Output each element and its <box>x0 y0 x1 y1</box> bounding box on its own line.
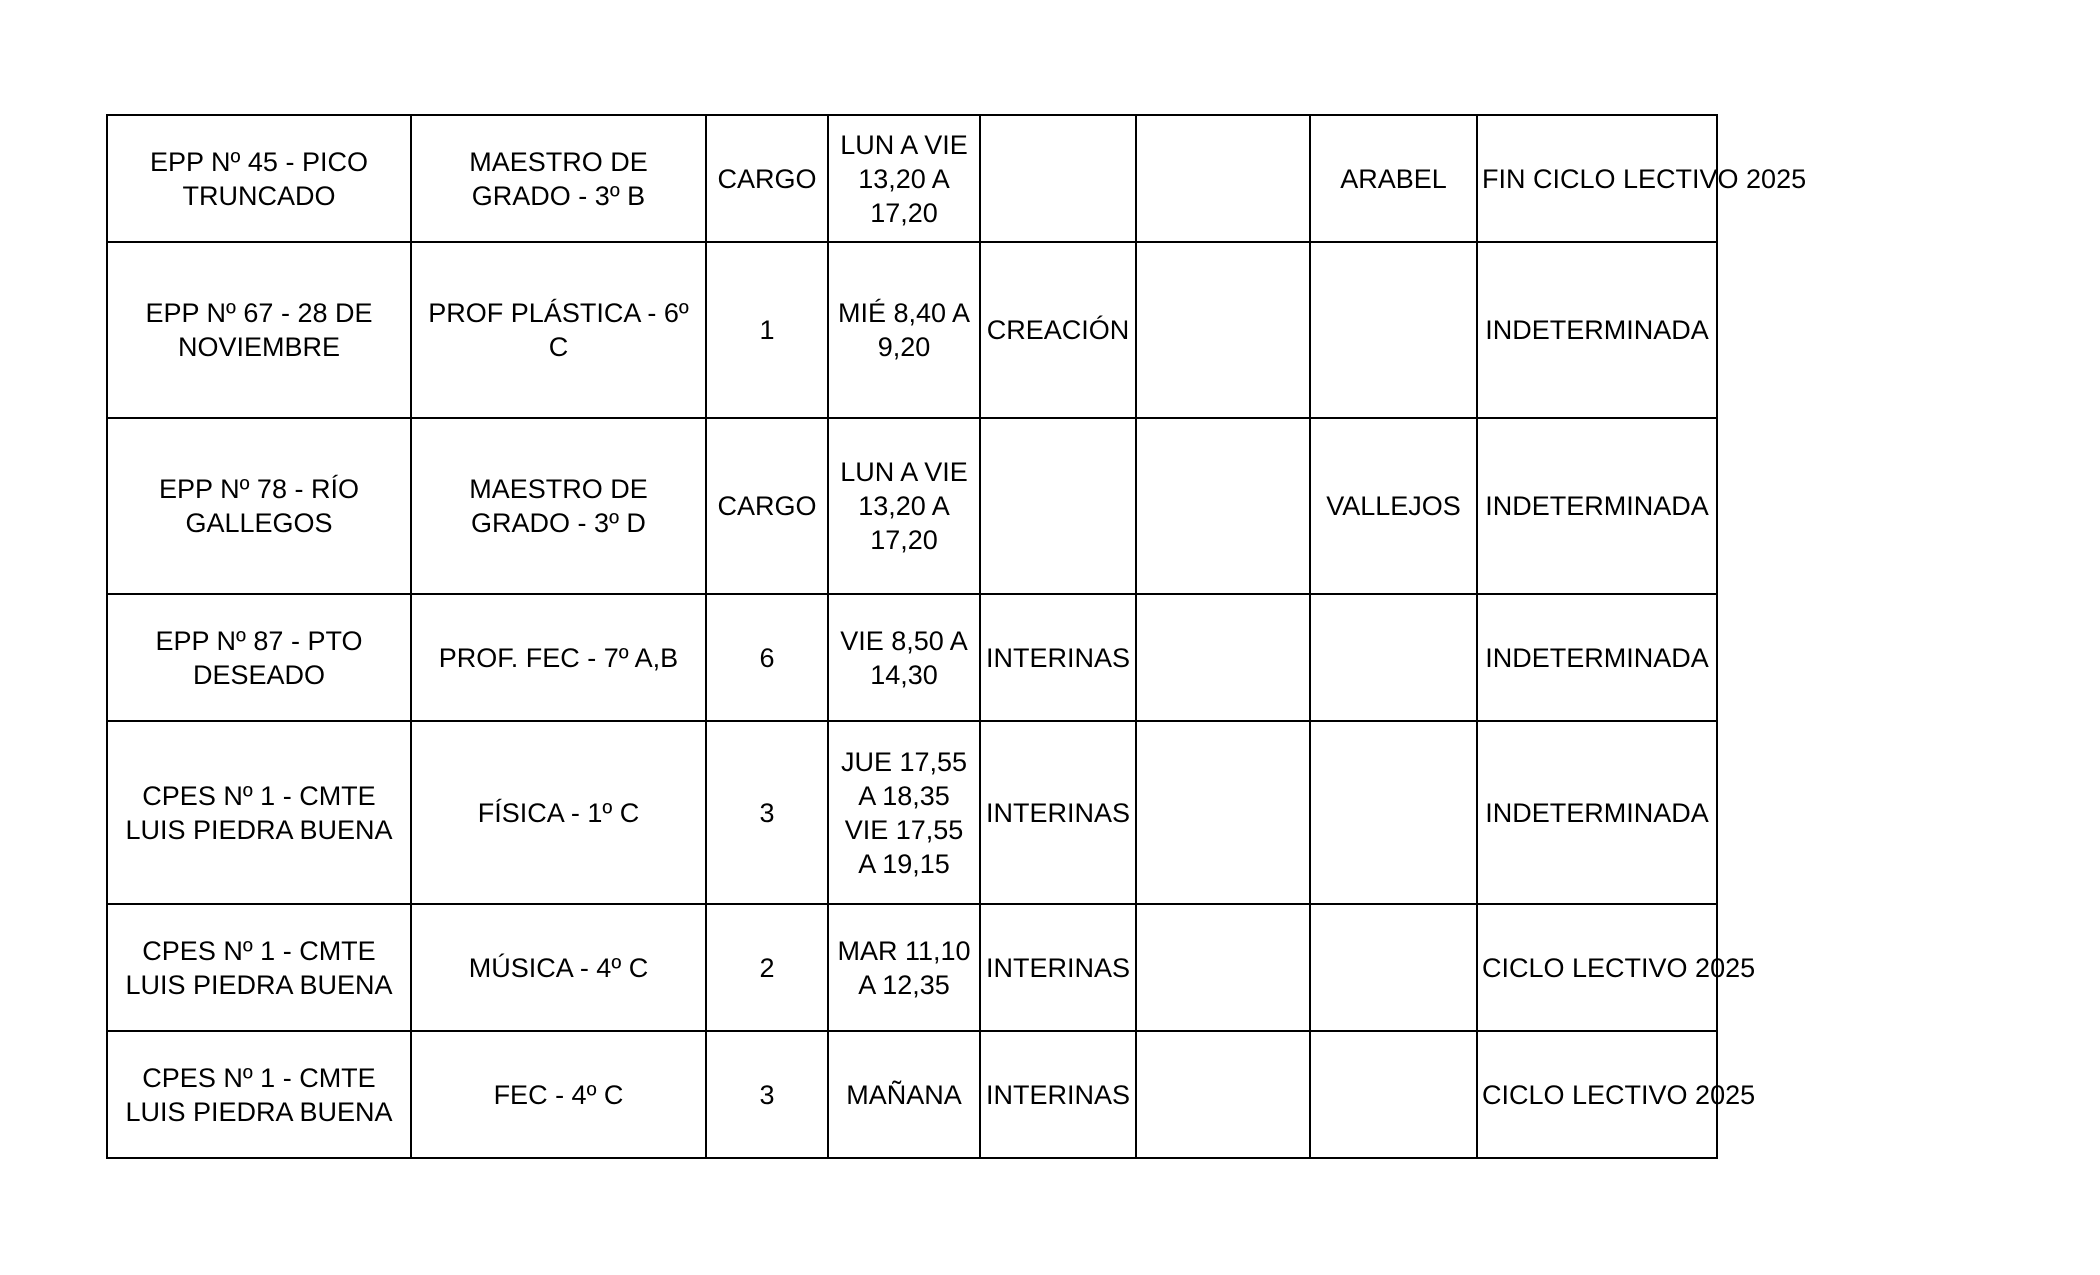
table-body <box>107 115 1807 1158</box>
hours-cell: 3 <box>706 721 828 904</box>
school-cell: EPP Nº 87 - PTO DESEADO <box>107 594 411 721</box>
holder-cell <box>1310 242 1477 418</box>
holder-cell <box>1310 721 1477 904</box>
extra-cell <box>1136 418 1310 594</box>
school-cell: EPP Nº 78 - RÍO GALLEGOS <box>107 418 411 594</box>
table-row <box>107 115 1717 242</box>
extra-cell <box>1136 721 1310 904</box>
position-cell: PROF. FEC - 7º A,B <box>411 594 706 721</box>
school-cell: CPES Nº 1 - CMTE LUIS PIEDRA BUENA <box>107 721 411 904</box>
table-row <box>107 594 1717 721</box>
extra-cell <box>1136 904 1310 1031</box>
position-cell: MÚSICA - 4º C <box>411 904 706 1031</box>
term-cell: INDETERMINADA <box>1477 721 1717 904</box>
holder-cell <box>1310 904 1477 1031</box>
reason-cell: INTERINAS <box>980 594 1136 721</box>
vacancies-table <box>106 114 1807 1159</box>
extra-cell <box>1136 1031 1310 1158</box>
term-cell: CICLO LECTIVO 2025 <box>1477 1031 1717 1158</box>
position-cell: MAESTRO DE GRADO - 3º B <box>411 115 706 242</box>
extra-cell <box>1136 115 1310 242</box>
term-cell: INDETERMINADA <box>1477 418 1717 594</box>
hours-cell: 3 <box>706 1031 828 1158</box>
position-cell: FEC - 4º C <box>411 1031 706 1158</box>
hours-cell: CARGO <box>706 115 828 242</box>
schedule-cell: LUN A VIE 13,20 A 17,20 <box>828 418 980 594</box>
table-row <box>107 721 1717 904</box>
term-cell: FIN CICLO LECTIVO 2025 <box>1477 115 1717 242</box>
table-row <box>107 1031 1717 1158</box>
school-cell: CPES Nº 1 - CMTE LUIS PIEDRA BUENA <box>107 1031 411 1158</box>
term-cell: INDETERMINADA <box>1477 594 1717 721</box>
holder-cell <box>1310 594 1477 721</box>
term-cell: CICLO LECTIVO 2025 <box>1477 904 1717 1031</box>
extra-cell <box>1136 242 1310 418</box>
school-cell: CPES Nº 1 - CMTE LUIS PIEDRA BUENA <box>107 904 411 1031</box>
term-cell: INDETERMINADA <box>1477 242 1717 418</box>
table-row <box>107 242 1717 418</box>
reason-cell: CREACIÓN <box>980 242 1136 418</box>
school-cell: EPP Nº 67 - 28 DE NOVIEMBRE <box>107 242 411 418</box>
schedule-cell: MIÉ 8,40 A 9,20 <box>828 242 980 418</box>
hours-cell: CARGO <box>706 418 828 594</box>
reason-cell: INTERINAS <box>980 1031 1136 1158</box>
schedule-cell: VIE 8,50 A 14,30 <box>828 594 980 721</box>
schedule-cell: MAÑANA <box>828 1031 980 1158</box>
schedule-cell: LUN A VIE 13,20 A 17,20 <box>828 115 980 242</box>
hours-cell: 2 <box>706 904 828 1031</box>
extra-cell <box>1136 594 1310 721</box>
school-cell: EPP Nº 45 - PICO TRUNCADO <box>107 115 411 242</box>
holder-cell: VALLEJOS <box>1310 418 1477 594</box>
position-cell: FÍSICA - 1º C <box>411 721 706 904</box>
holder-cell: ARABEL <box>1310 115 1477 242</box>
position-cell: PROF PLÁSTICA - 6º C <box>411 242 706 418</box>
hours-cell: 6 <box>706 594 828 721</box>
hours-cell: 1 <box>706 242 828 418</box>
schedule-cell: MAR 11,10 A 12,35 <box>828 904 980 1031</box>
reason-cell: INTERINAS <box>980 721 1136 904</box>
holder-cell <box>1310 1031 1477 1158</box>
table-row <box>107 418 1717 594</box>
reason-cell <box>980 115 1136 242</box>
reason-cell <box>980 418 1136 594</box>
reason-cell: INTERINAS <box>980 904 1136 1031</box>
position-cell: MAESTRO DE GRADO - 3º D <box>411 418 706 594</box>
schedule-cell: JUE 17,55 A 18,35 VIE 17,55 A 19,15 <box>828 721 980 904</box>
table-row <box>107 904 1717 1031</box>
